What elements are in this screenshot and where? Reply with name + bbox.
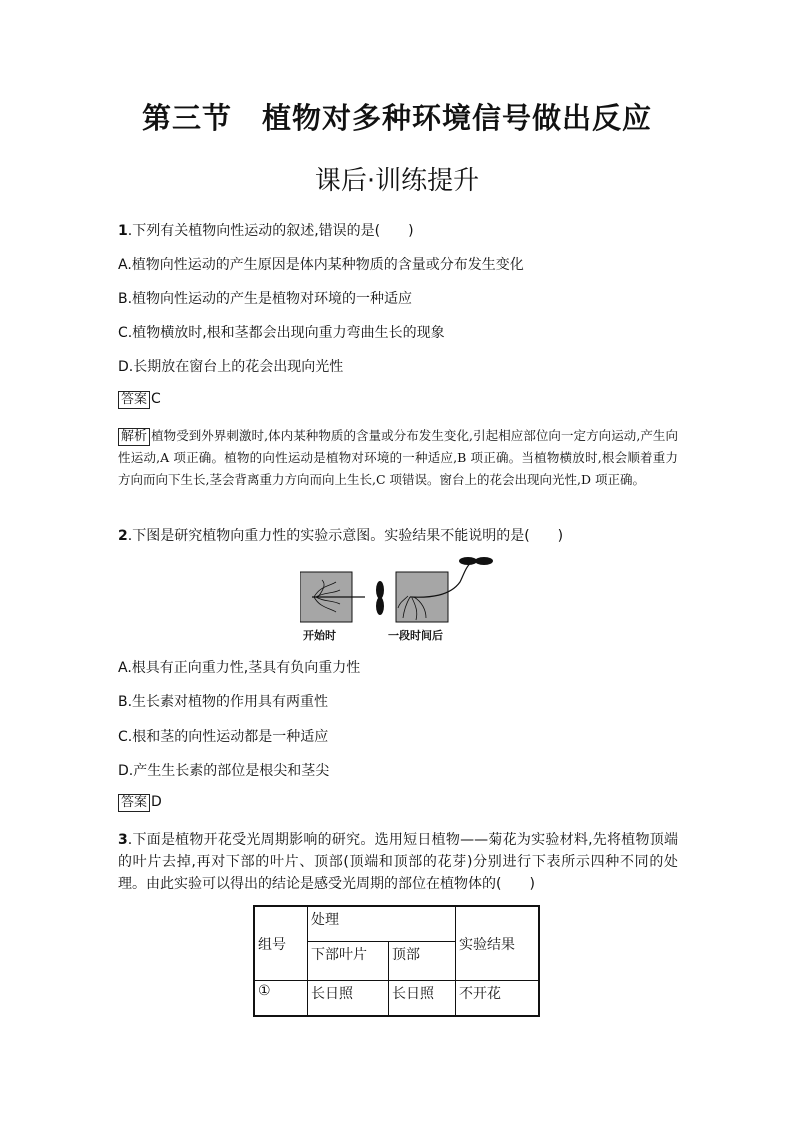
- figure-caption-later: 一段时间后: [388, 629, 443, 642]
- table-cell-result: 不开花: [456, 981, 540, 1017]
- th-treatment: 处理: [308, 906, 456, 942]
- page-title: 第三节 植物对多种环境信号做出反应: [141, 101, 652, 135]
- leaf-later-left: [459, 557, 477, 565]
- leaf-start-top: [376, 581, 384, 599]
- q2-option-d: D.产生生长素的部位是根尖和茎尖: [118, 763, 330, 779]
- photoperiod-table: [253, 905, 540, 1017]
- q1-analysis: 解析 植物受到外界刺激时,体内某种物质的含量或分布发生变化,引起相应部位向一定方向运动,产生向性运动,A 项正确。植物的向性运动是植物对环境的一种适应,B 项正确。当植物横放时,根会顺着重力方向而向下生长,茎会背离重力方向而向上生长,C 项错误。窗台上的花会出现向光性,D 项正确。: [118, 428, 678, 487]
- q1-stem: 1.下列有关植物向性运动的叙述,错误的是( ): [118, 223, 414, 239]
- table-cell-group: ①: [254, 981, 308, 1017]
- th-top: 顶部: [389, 942, 456, 981]
- q3-stem: 3.下面是植物开花受光周期影响的研究。选用短日植物——菊花为实验材料,先将植物顶端的叶片去掉,再对下部的叶片、顶部(顶端和顶部的花芽)分别进行下表所示四种不同的处理。由此实验可以得出的结论是感受光周期的部位在植物体的( ): [118, 832, 678, 892]
- figure-caption-start: 开始时: [303, 629, 336, 642]
- q1-option-c: C.植物横放时,根和茎都会出现向重力弯曲生长的现象: [118, 325, 445, 341]
- q1-option-d: D.长期放在窗台上的花会出现向光性: [118, 359, 344, 375]
- q1-option-b: B.植物向性运动的产生是植物对环境的一种适应: [118, 291, 413, 307]
- leaf-later-right: [475, 557, 493, 565]
- q2-answer: 答案 D: [118, 794, 162, 812]
- analysis-badge: 解析: [118, 428, 150, 446]
- table-cell-top: 长日照: [389, 981, 456, 1017]
- th-result: 实验结果: [456, 906, 540, 981]
- table-cell-lower: 长日照: [308, 981, 389, 1017]
- q1-option-a: A.植物向性运动的产生原因是体内某种物质的含量或分布发生变化: [118, 257, 524, 273]
- th-group: 组号: [254, 906, 308, 981]
- leaf-start-bottom: [376, 597, 384, 615]
- page-subtitle: 课后·训练提升: [314, 166, 480, 196]
- q2-option-b: B.生长素对植物的作用具有两重性: [118, 694, 329, 710]
- answer-badge: 答案: [118, 794, 150, 812]
- q2-option-a: A.根具有正向重力性,茎具有负向重力性: [118, 660, 361, 676]
- answer-badge: 答案: [118, 391, 150, 409]
- q1-answer: 答案 C: [118, 391, 161, 409]
- gravitropism-figure: [300, 556, 510, 626]
- th-lower-leaves: 下部叶片: [308, 942, 389, 981]
- q2-stem: 2.下图是研究植物向重力性的实验示意图。实验结果不能说明的是( ): [118, 528, 564, 544]
- q2-option-c: C.根和茎的向性运动都是一种适应: [118, 729, 329, 745]
